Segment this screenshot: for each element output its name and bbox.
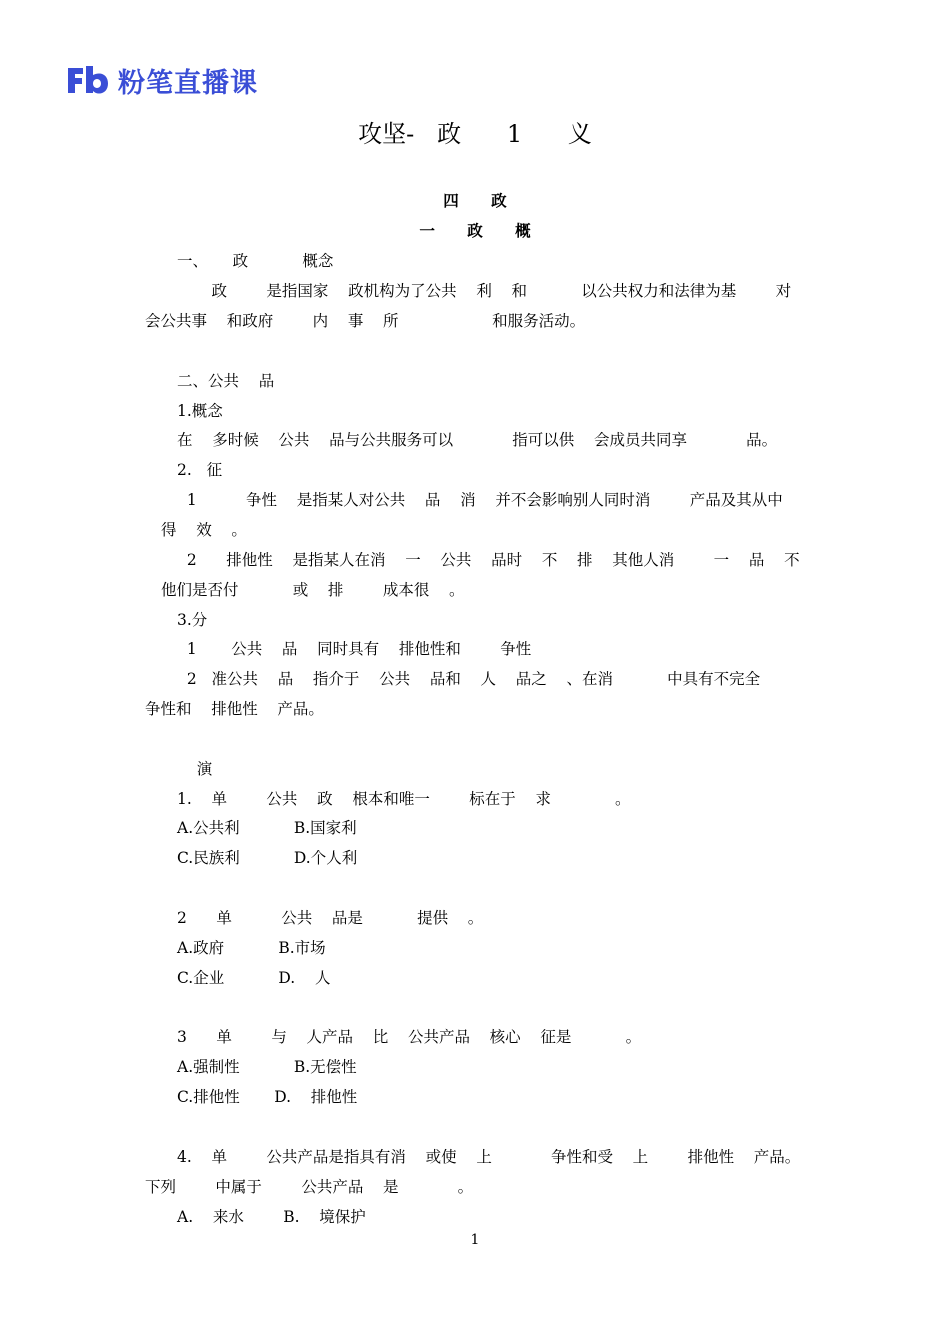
section-heading: 四 政 bbox=[443, 191, 507, 210]
subsection-heading-concept: 一、 政 概念 bbox=[177, 252, 334, 270]
chapter-heading: 一 政 概 bbox=[419, 221, 531, 240]
exercise-heading: 演 bbox=[177, 760, 213, 778]
fb-logo-icon bbox=[66, 65, 110, 95]
paragraph-line: 1 公共 品 同时具有 排他性和 争性 bbox=[177, 640, 532, 658]
paragraph-line: 2 排他性 是指某人在消 一 公共 品时 不 排 其他人消 一 品 不 bbox=[177, 551, 800, 569]
question-1: 1. 单 公共 政 根本和唯一 标在于 求 。 bbox=[177, 790, 631, 808]
paragraph-line: 他们是否付 或 排 成本很 。 bbox=[161, 581, 465, 599]
question-4-options-ab: A. 来水 B. 境保护 bbox=[177, 1208, 366, 1226]
question-1-options-cd: C.民族利 D.个人利 bbox=[177, 849, 358, 867]
paragraph-line: 争性和 排他性 产品。 bbox=[145, 700, 324, 718]
list-heading: 3.分 bbox=[177, 611, 208, 629]
question-3-options-cd: C.排他性 D. 排他性 bbox=[177, 1088, 358, 1106]
list-heading: 1.概念 bbox=[177, 402, 223, 420]
question-1-options-ab: A.公共利 B.国家利 bbox=[177, 819, 357, 837]
paragraph-line: 1 争性 是指某人对公共 品 消 并不会影响别人同时消 产品及其从中 bbox=[177, 491, 783, 509]
question-4: 4. 单 公共产品是指具有消 或使 上 争性和受 上 排他性 产品。 bbox=[177, 1148, 801, 1166]
paragraph-line: 政 是指国家 政机构为了公共 利 和 以公共权力和法律为基 对 bbox=[177, 282, 792, 300]
paragraph-line: 得 效 。 bbox=[161, 521, 247, 539]
logo-text: 粉笔直播课 bbox=[118, 67, 258, 99]
question-4-continued: 下列 中属于 公共产品 是 。 bbox=[145, 1178, 474, 1196]
fenbi-logo bbox=[66, 62, 258, 98]
question-3: 3 单 与 人产品 比 公共产品 核心 征是 。 bbox=[177, 1028, 642, 1046]
question-3-options-ab: A.强制性 B.无偿性 bbox=[177, 1058, 357, 1076]
subsection-heading-public-goods: 二、公共 品 bbox=[177, 372, 275, 390]
page-number: 1 bbox=[470, 1232, 480, 1248]
question-2: 2 单 公共 品是 提供 。 bbox=[177, 909, 484, 927]
document-title: 攻坚- 政 1 义 bbox=[358, 120, 592, 148]
question-2-options-ab: A.政府 B.市场 bbox=[177, 939, 326, 957]
list-heading: 2. 征 bbox=[177, 461, 223, 479]
paragraph-line: 2 准公共 品 指介于 公共 品和 人 品之 、在消 中具有不完全 bbox=[177, 670, 761, 688]
paragraph-line: 在 多时候 公共 品与公共服务可以 指可以供 会成员共同享 品。 bbox=[177, 431, 778, 449]
question-2-options-cd: C.企业 D. 人 bbox=[177, 969, 331, 987]
paragraph-line: 会公共事 和政府 内 事 所 和服务活动。 bbox=[145, 312, 586, 330]
